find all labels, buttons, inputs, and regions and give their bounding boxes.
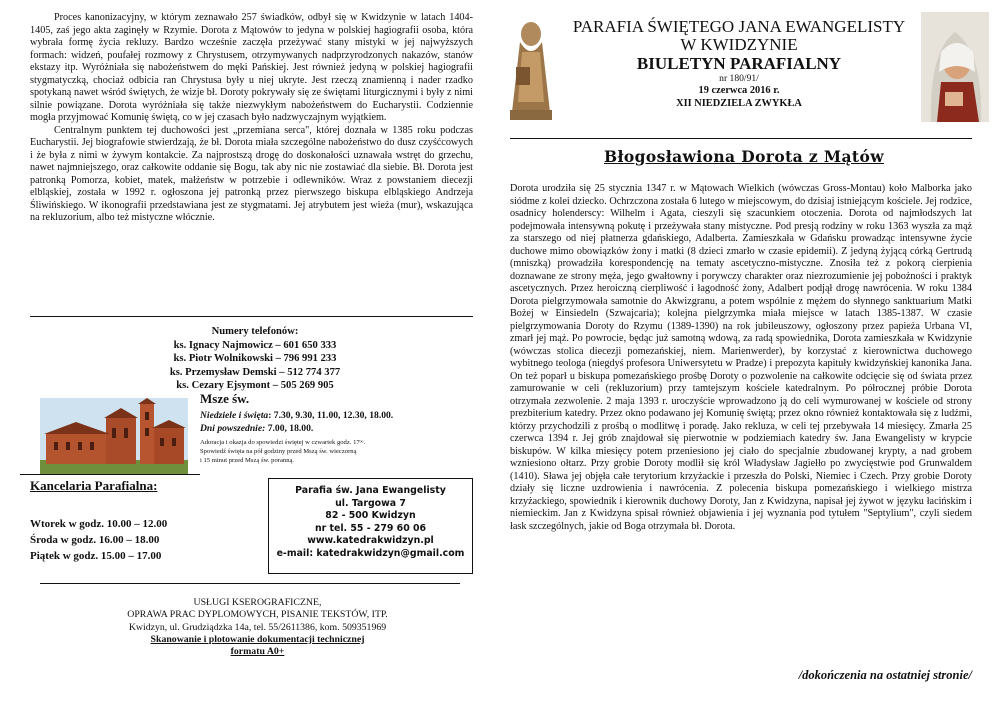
divider bbox=[40, 583, 460, 584]
address-line: ul. Targowa 7 bbox=[335, 497, 406, 509]
issue-date: 19 czerwca 2016 r. bbox=[698, 85, 780, 96]
liturgical-sunday: XII NIEDZIELA ZWYKŁA bbox=[676, 97, 802, 109]
weekday-times: 7.00, 18.00. bbox=[265, 423, 314, 434]
weekday-label: Dni powszednie: bbox=[200, 423, 266, 434]
sunday-label: Niedziele i święta bbox=[200, 410, 269, 421]
parish-name: PARAFIA ŚWIĘTEGO JANA EWANGELISTY bbox=[572, 17, 906, 36]
parish-office bbox=[30, 478, 235, 564]
address-line: nr tel. 55 - 279 60 06 bbox=[314, 522, 427, 534]
office-title: Kancelaria Parafialna: bbox=[30, 478, 158, 493]
left-paragraph-2: Centralnym punktem tej duchowości jest „przemiana serca", której doznała w 1385 roku podczas Eucharystii. Jej biografowie stwierdzają, że bł. Dorota miała szczególne nabożeństwo do dusz czyśćcowych i że była z nimi w żywym kontakcie. Za najprostszą drogę do doskonałości uznawała wstręt do grzechu, nawet najmniejszego, oraz całkowite oddanie się Bogu, tak aby nic nie zostawiać dla siebie. Bł. Dorota jest patronką Pomorza, kobiet, matek, małżeństw w potrzebie i odlewników. Wraz z powstaniem diecezji elbląskiej, została w 1992 r. ogłoszona jej patronką przez pierwszego biskupa elbląskiego Andrzeja Śliwińskiego. W ikonografii przedstawiana jest ze stygmatami. Jej atrybutem jest wieża (mur), wskazująca na rekluzorium, albo też mistyczne włócznie. bbox=[30, 124, 473, 223]
right-article-body: Dorota urodziła się 25 stycznia 1347 r. w Mątowach Wielkich (wówczas Gross-Montau) koło Malborka jako siódme z kolei dziecko. Ochrzczona została 6 lutego w miejscowym, do dzisiaj istniejącym kościele. Jej rodzice, osadnicy holenderscy: Wilhelm i Agata, cieszyli się szacunkiem otoczenia. Dorota od najmłodszych lat podejmowała intensywną pokutę i przeżywała stany mistyczne. Pod presją rodziny w roku 1363 wyszła za mąż za starszego od niej płatnerza gdańskiego, Adalberta. Zamieszkała w Gdańsku prowadząc intensywne życie duchowe mimo obowiązków żony i matki (8 dzieci zmarło w czasie epidemii). Z jedyną żyjącą córką Gertrudą (mniszką) prowadziła korespondencję na tematy ascetyczno-mistyczne. Znosiła też z pokorą cierpienia doznawane ze strony męża, jego gwałtowny i porywczy charakter oraz niezrozumienie jej pobożności i praktyk ascetycznych. Przez heroiczną cierpliwość i łagodność żony, Adalbert podjął drogę nawrócenia. W roku 1384 Dorota pielgrzymowała samotnie do Akwizgranu, a potem wspólnie z mężem do słynnego sanktuarium Matki Bożej w Einsiedeln (Szwajcaria); kolejna pielgrzymka miała miejsce w latach 1385-1387. W czasie pielgrzymowania Doroty do Rzymu (1389-1390) na rok jubileuszowy, ogłoszony przez papieża Urbana VI, zmarł jej mąż. Po powrocie, będąc już samotną wdową, za radą spowiednika, Dorota zamieszkała w Kwidzynie (wówczas stolica diecezji pomezańskiej, niem. Marienwerder), by korzystać z kierownictwa duchowego wybitnego teologa (niegdyś profesora Uniwersytetu w Pradze) i prepozyta kapituły kwidzyńskiej kanonika Jana. On też poparł u biskupa pomezańskiego prośbę Doroty o pozwolenie na całkowite odcięcie się od świata przez zamurowanie w celi (rekluzorium) przy tamtejszym kościele katedralnym. Po półrocznej próbie Dorota otrzymała zezwolenie. 2 maja 1393 r. uroczyście wprowadzono ją do celi wymurowanej w kościele od strony prezbiterium katedry. Przez okno podawano jej Komunię świętą; przez okno również kontaktowała się z ludźmi, którzy przychodzili z prośbą o modlitwę i poradę. Jako rekluza, w celi tej przebywała 14 miesięcy. Zmarła 25 czerwca 1394 r. Jej grób znajdował się pierwotnie w podziemiach katedry św. Jana Ewangelisty w krypcie biskupów. W kilka miesięcy potem przeniesiono jej ciało do specjalnie zbudowanej krypty, a nad grobem wzniesiono ołtarz. Przy grobie Doroty modlił się król Władysław Jagiełło po zwycięstwie pod Grunwaldem (1410). Sława jej objęła całe terytorium krzyżackie i przeszła do Polski, Niemiec i Czech. Przy grobie Doroty działy się liczne uzdrowienia i nawrócenia. Z polecenia biskupa pomezańskiego i wielkiego mistrza krzyżackiego, spowiednik i kierownik duchowy Doroty, Jan z Kwidzyna, napisał jej żywot w języku łacińskim i niemieckim. Jan z Kwidzyna spisał również objawienia i jej wyznania pod tytułem "Septylium", czyli siedem łask szczególnych, jakie od Boga otrzymała bł. Dorota. bbox=[510, 183, 972, 532]
phone-line: ks. Ignacy Najmowicz – 601 650 333 bbox=[173, 339, 337, 351]
masses-title: Msze św. bbox=[200, 391, 250, 406]
services-highlight: formatu A0+ bbox=[230, 646, 285, 658]
parish-address-box bbox=[268, 478, 473, 574]
office-hours: Piątek w godz. 15.00 – 17.00 bbox=[30, 550, 162, 562]
weekday-masses bbox=[200, 422, 485, 435]
phone-line: ks. Przemysław Demski – 512 774 377 bbox=[169, 366, 341, 378]
sunday-masses bbox=[200, 409, 485, 422]
divider bbox=[510, 138, 972, 139]
services-line: USŁUGI KSEROGRAFICZNE, bbox=[193, 597, 322, 608]
services-line: OPRAWA PRAC DYPLOMOWYCH, PISANIE TEKSTÓW, ITP. bbox=[127, 609, 388, 621]
left-paragraph-1: Proces kanonizacyjny, w którym zeznawało 257 świadków, odbył się w Kwidzynie w latach 1404-1405, zaś jego akta zaginęły w Rzymie. Dorota z Mątowów to jedyna w polskiej hagiografii osoba, która wybrała formę życia rekluzy. Bardzo wcześnie zaczęła przeżywać stany mistyki w jej najwyższych formach: widzeń, poufałej rozmowy z Chrystusem, otrzymywanych nadprzyrodzonych nakazów, stanów ekstazy itp. Wyróżniała się nabożeństwem do męki Pańskiej. Jest również jedyną w polskiej hagiografii stygmatyczką, chociaż odbicia ran Chrystusa były u niej ukryte. Jest rzeczą znamienną i nader rzadko spotykaną nawet wśród świętych, że wizje bł. Doroty pokrywały się ze świętami liturgicznymi i były z nimi silnie powiązane. Dorota wyróżniała się także niezwykłym nabożeństwem do Eucharystii. Codziennie mogła przyjmować Komunię świętą, co w jej czasach było nadzwyczajnym wyjątkiem. bbox=[30, 12, 473, 123]
right-page bbox=[496, 0, 992, 702]
mass-note: i 15 minut przed Mszą św. poranną. bbox=[200, 457, 295, 464]
address-line: 82 - 500 Kwidzyn bbox=[325, 510, 416, 522]
website-link[interactable]: www.katedrakwidzyn.pl bbox=[307, 535, 434, 547]
parish-town: W KWIDZYNIE bbox=[680, 35, 798, 54]
divider bbox=[20, 474, 200, 475]
services-ad bbox=[70, 597, 445, 658]
mass-note: Adoracja i okazja do spowiedzi świętej w czwartek godz. 17ᵒᵒ. bbox=[200, 439, 366, 446]
phone-numbers bbox=[120, 325, 390, 393]
bulletin-header bbox=[560, 18, 918, 110]
mass-note: Spowiedź święta na pół godziny przed Mszą św. wieczorną bbox=[200, 448, 357, 455]
services-line: Kwidzyn, ul. Grudziądzka 14a, tel. 55/2611386, kom. 509351969 bbox=[128, 621, 387, 633]
cathedral-image bbox=[40, 398, 188, 474]
article-title: Błogosławiona Dorota z Mątów bbox=[604, 147, 884, 166]
address-line: Parafia św. Jana Ewangelisty bbox=[295, 485, 446, 496]
phone-line: ks. Piotr Wolnikowski – 796 991 233 bbox=[173, 353, 337, 364]
phones-title: Numery telefonów: bbox=[211, 326, 299, 337]
mass-schedule bbox=[200, 391, 485, 465]
saint-john-statue-image bbox=[502, 12, 560, 124]
right-article bbox=[510, 183, 972, 533]
email-link[interactable]: e-mail: katedrakwidzyn@gmail.com bbox=[276, 547, 465, 559]
issue-number: nr 180/91/ bbox=[719, 73, 759, 84]
blessed-dorothy-painting-image bbox=[921, 12, 989, 122]
office-hours: Środa w godz. 16.00 – 18.00 bbox=[30, 534, 160, 546]
bulletin-title: BIULETYN PARAFIALNY bbox=[636, 54, 842, 73]
office-hours: Wtorek w godz. 10.00 – 12.00 bbox=[30, 518, 168, 530]
services-highlight: Skanowanie i plotowanie dokumentacji technicznej bbox=[150, 633, 365, 645]
left-article bbox=[30, 12, 473, 225]
sunday-times: : 7.30, 9.30, 11.00, 12.30, 18.00. bbox=[268, 410, 394, 421]
phone-line: ks. Cezary Ejsymont – 505 269 905 bbox=[176, 380, 334, 391]
continuation-note: /dokończenia na ostatniej stronie/ bbox=[798, 668, 972, 682]
divider bbox=[30, 316, 473, 317]
